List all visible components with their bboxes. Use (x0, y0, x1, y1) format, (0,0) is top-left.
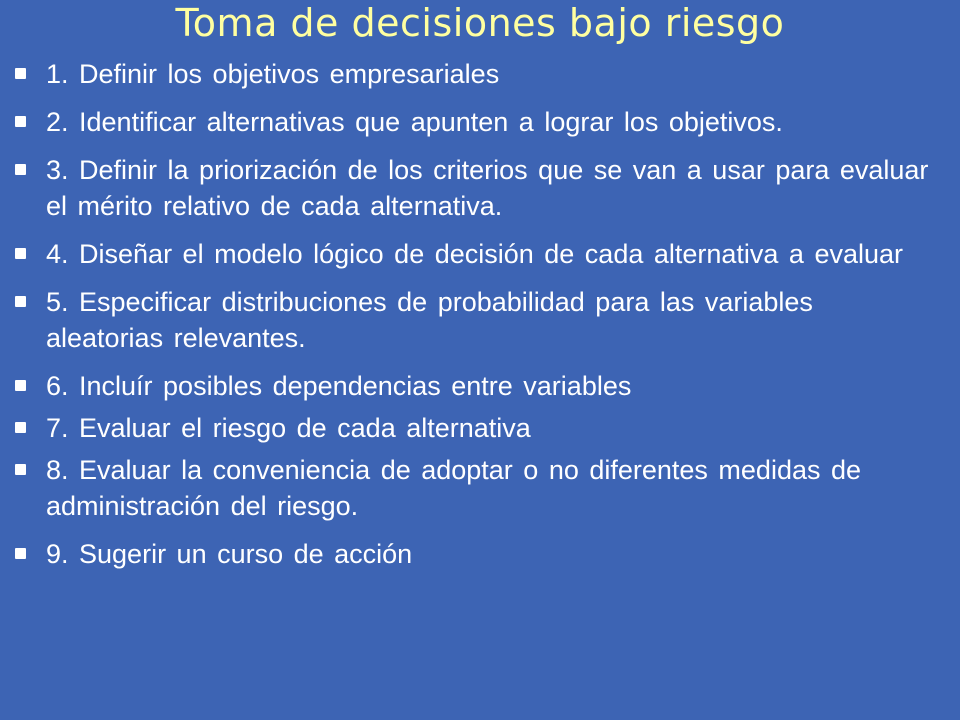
list-item-text: 7. Evaluar el riesgo de cada alternativa (46, 413, 531, 443)
square-bullet-icon (15, 380, 26, 391)
list-item (0, 56, 960, 92)
list-item (0, 104, 960, 140)
list-item (0, 410, 960, 446)
list-item-text: 9. Sugerir un curso de acción (46, 539, 413, 569)
list-item-text: 4. Diseñar el modelo lógico de decisión de cada alternativa a evaluar (46, 239, 904, 269)
bullet-list (0, 56, 960, 584)
list-item-text: 8. Evaluar la conveniencia de adoptar o no diferentes medidas de administración del riesgo. (46, 455, 862, 521)
list-item-text: 6. Incluír posibles dependencias entre variables (46, 371, 632, 401)
list-item (0, 368, 960, 404)
square-bullet-icon (15, 116, 26, 127)
square-bullet-icon (15, 164, 26, 175)
list-item (0, 284, 960, 356)
list-item-text: 2. Identificar alternativas que apunten a lograr los objetivos. (46, 107, 783, 137)
square-bullet-icon (15, 68, 26, 79)
list-item-text: 1. Definir los objetivos empresariales (46, 59, 500, 89)
square-bullet-icon (15, 296, 26, 307)
square-bullet-icon (15, 464, 26, 475)
list-item (0, 236, 960, 272)
square-bullet-icon (15, 422, 26, 433)
list-item-text: 3. Definir la priorización de los criterios que se van a usar para evaluar el mérito relativo de cada alternativa. (46, 155, 929, 221)
square-bullet-icon (15, 248, 26, 259)
list-item-text: 5. Especificar distribuciones de probabilidad para las variables aleatorias relevantes. (46, 287, 813, 353)
list-item (0, 452, 960, 524)
square-bullet-icon (15, 548, 26, 559)
list-item (0, 152, 960, 224)
slide-title: Toma de decisiones bajo riesgo (175, 1, 785, 45)
list-item (0, 536, 960, 572)
